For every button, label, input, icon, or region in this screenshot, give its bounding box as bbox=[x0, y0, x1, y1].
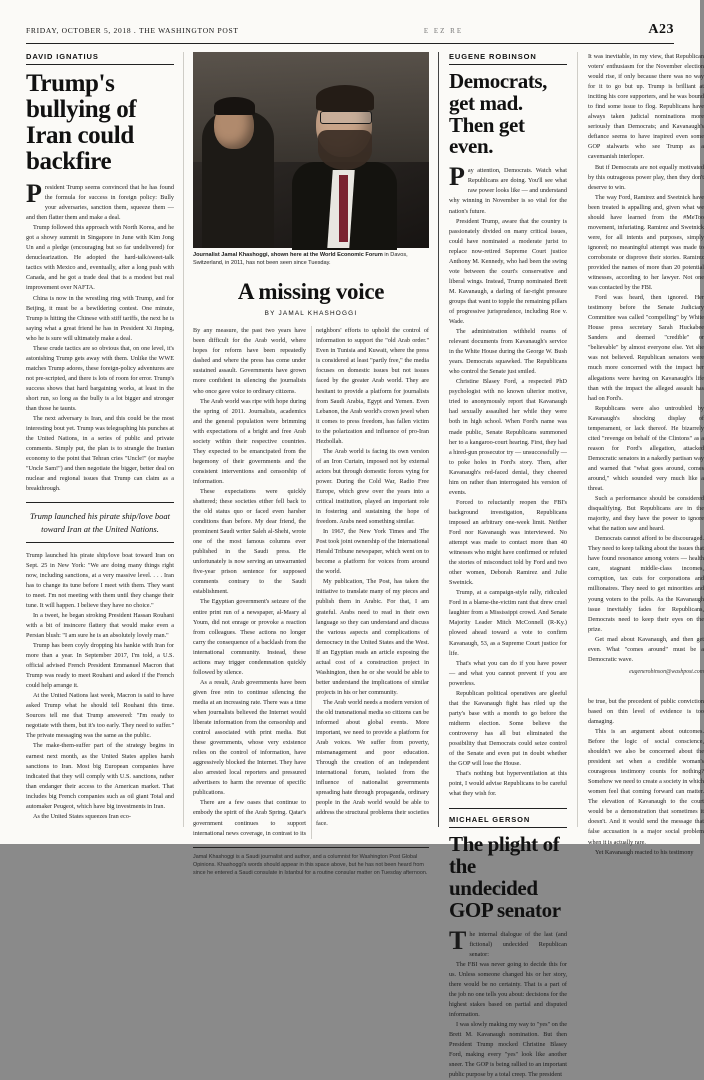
article-body-gerson-3 bbox=[588, 697, 704, 858]
paragraph: My publication, The Post, has taken the initiative to translate many of my pieces and publish them in Arabic. For that, I am grateful. Arabs need to read in their own language so they can understand and discuss the various aspects and complications of democracy in the United States and the West. If an Egyptian reads an article exposing the actual cost of a construction project in Washington, then he or she would be able to better understand the implications of similar projects in his or her community. bbox=[316, 578, 429, 696]
dropcap-p: P bbox=[449, 162, 465, 192]
pullquote-ignatius: Trump launched his pirate ship/love boat toward Iran at the United Nations. bbox=[26, 502, 174, 542]
photo-khashoggi-wrap bbox=[193, 52, 429, 267]
photo-subject-hair bbox=[316, 85, 374, 111]
paragraph: Trump followed this approach with North Korea, and he got a showy summit in Singapore in June with Kim Jong Un and a pledge (encouraging but so far undelivered) for denuclearization. He adopted the hard-talk/sweet-talk tactics with Mexico and, eventually, after a long push with Canada, and he got a trade deal that is a modest but real improvement over NAFTA. bbox=[26, 224, 174, 292]
paragraph: Such a performance should be considered disqualifying. But Republicans are in the majority, and they have the power to ignore what the nation saw and heard. bbox=[588, 495, 704, 533]
paragraph: Christine Blasey Ford, a respected PhD psychologist with no known ulterior motive, tried to anonymously report that Kavanaugh had sexually assaulted her while they were both in high school. When Ford's name was made public, Senate Republicans summoned her to a kangaroo-court hearing. First, they had a hired-gun prosecutor try — unsuccessfully — to poke holes in Ford's story. Then, after Kavanaugh's red-faced denial, they cheered him on rather than interrogated his version of events. bbox=[449, 378, 567, 496]
section-divider bbox=[449, 808, 567, 809]
paragraph: China is now in the wrestling ring with Trump, and for Beijing, it must be a bewildering contest. One minute, Trump is hitting the Chinese with stiff tariffs, the next he is saying what a great friend he has in President Xi Jinping, who he is sure will ultimately make a deal. bbox=[26, 294, 174, 342]
paragraph: That's nothing but hyperventilation at this point, I would advise Republicans to be careful what they wish for. bbox=[449, 770, 567, 798]
paragraph: The Egyptian government's seizure of the entire print run of a newspaper, al-Masry al Youm, did not enrage or provoke a reaction from colleagues. These actions no longer carry the consequence of a backlash from the international community. Instead, these actions may trigger condemnation quickly followed by silence. bbox=[193, 598, 306, 676]
headline-ignatius: Trump's bullying of Iran could backfire bbox=[26, 70, 137, 175]
byline-michael-gerson: MICHAEL GERSON bbox=[449, 815, 567, 828]
dropcap-p: P bbox=[26, 179, 42, 208]
byline-jamal-khashoggi: BY JAMAL KHASHOGGI bbox=[264, 310, 358, 318]
photo-caption bbox=[193, 251, 429, 267]
paragraph: Ford was heard, then ignored. Her testimony before the Senate Judiciary Committee was called "compelling" by White House press secretary Sarah Huckabee Sanders and deemed "credible" or "believable" by almost everyone else. Yet she was not believed. Republican senators were much more concerned with the impact her allegations were having on Kavanaugh's life than with the impact the alleged assault has had on Ford's. bbox=[588, 294, 704, 402]
masthead-date: FRIDAY, OCTOBER 5, 2018 . THE WASHINGTON POST bbox=[26, 26, 239, 35]
photo-subject-tie bbox=[339, 175, 348, 242]
paragraph: But if Democrats are not equally motivated by this outrageous power play, then they don't deserve to win. bbox=[588, 163, 704, 191]
paragraph: In 1967, the New York Times and The Post took joint ownership of the International Herald Tribune newspaper, which went on to become a platform for voices from around the world. bbox=[316, 528, 429, 576]
article-body-robinson-2 bbox=[449, 217, 567, 800]
paragraph: The Arab world is facing its own version of an Iron Curtain, imposed not by external actors but through domestic forces vying for power. During the Cold War, Radio Free Europe, which grew over the years into a critical institution, played an important role in fostering and sustaining the hope of freedom. Arabs need something similar. bbox=[316, 447, 429, 526]
paragraph: As a result, Arab governments have been given free rein to continue silencing the media at an increasing rate. There was a time when journalists believed the Internet would liberate information from the censorship and control associated with print media. But these governments, whose very existence relies on the control of information, have aggressively blocked the Internet. They have also arrested local reporters and pressured advertisers to harm the revenue of specific publications. bbox=[193, 678, 306, 797]
paragraph: The administration withheld reams of relevant documents from Kavanaugh's service in the White House during the George W. Bush years. Democrats squawked. The Republicans who control the Senate just smiled. bbox=[449, 328, 567, 376]
column-right bbox=[439, 52, 704, 1079]
paragraph: There are a few oases that continue to embody the spirit of the Arab Spring. Qatar's government continues to support international news coverage, in contrast to its neighbors' efforts to uphold the control of information to support the "old Arab order." Even in Tunisia and Kuwait, where the press is considered at least "partly free," the media focuses on domestic issues but not issues faced by the greater Arab world. They are hesitant to provide a platform for journalists from Saudi Arabia, Egypt and Yemen. Even Lebanon, the Arab world's crown jewel when it comes to press freedom, has fallen victim to the polarization and influence of pro-Iran Hezbollah. bbox=[193, 327, 429, 837]
article-body-khashoggi bbox=[193, 326, 429, 838]
paragraph: Republican political operatives are gleeful that the Kavanaugh fight has riled up the party's base with a month to go before the midterm election. Some believe the controversy has all but eliminated the possibility that Democrats could seize control of the Senate and even put in doubt whether the GOP will lose the House. bbox=[449, 689, 567, 768]
byline-david-ignatius: DAVID IGNATIUS bbox=[26, 52, 174, 65]
paragraph: he internal dialogue of the last (and fictional) undecided Republican senator: bbox=[469, 930, 567, 958]
paragraph: In a tweet, he began stroking President Hassan Rouhani with a bit of insincere flattery that would make even a Persian blush: "I am sure he is an absolutely lovely man." bbox=[26, 611, 174, 639]
headline-missing-voice: A missing voice bbox=[237, 279, 385, 305]
paragraph: resident Trump seems convinced that he has found the formula for success in foreign policy: Bully your adversaries, sanction them, squeeze them — and then flatter them and make a deal. bbox=[26, 184, 174, 222]
paragraph: I was slowly making my way to "yes" on the Brett M. Kavanaugh nomination. But then President Trump mocked Christine Blasey Ford, making every "yes" look like another sneer. The GOP is being rallied to an important public purpose by a total creep. The president bbox=[449, 1021, 567, 1079]
paragraph: Get mad about Kavanaugh, and then get even. What "comes around" must be a Democratic wave. bbox=[588, 635, 704, 663]
paragraph: President Trump, aware that the country is passionately divided on many critical issues, could have nominated a moderate jurist to replace now-retired Supreme Court justice Anthony M. Kennedy, who had been the swing vote between the court's conservative and liberal wings. Instead, Trump nominated Brett M. Kavanaugh, a darling of far-right pressure groups that want to topple the remaining pillars of progressive jurisprudence, including Roe v. Wade. bbox=[449, 217, 567, 326]
article-body-gerson-1 bbox=[449, 925, 567, 960]
paragraph: The FBI was never going to decide this for us. Unless someone changed his or her story, there would be no certainty. That is a part of the job no one tells you about: decisions for the highest stakes based on partial and disputed information. bbox=[449, 960, 567, 1018]
column-right-2 bbox=[577, 52, 704, 856]
headline-robinson: Democrats, get mad. Then get even. bbox=[449, 69, 548, 159]
paragraph: ay attention, Democrats. Watch what Republicans are doing. You'll see what raw power looks like — and understand why winning in November is so vital for the nation's future. bbox=[449, 167, 567, 215]
paragraph: The Arab world needs a modern version of the old transnational media so citizens can be informed about global events. More important, we need to provide a platform for Arab voices. We suffer from poverty, mismanagement and poor education. Through the creation of an independent international forum, isolated from the influence of nationalist governments spreading hate through propaganda, ordinary people in the Arab world would be able to address the structural problems their societies face. bbox=[316, 698, 430, 827]
paragraph: Trump launched his pirate ship/love boat toward Iran on Sept. 25 in New York: "We are doing many things right now, including sanctions, at a very massive level. . . . Iran has to change its tune before I meet with them. They want to meet. I'm not meeting with them until they change their tune. It will happen. I believe they have no choice." bbox=[26, 551, 174, 609]
masthead bbox=[26, 22, 674, 44]
headline-gerson: The plight of the undecided GOP senator bbox=[449, 832, 561, 922]
paragraph: These expectations were quickly shattered; these societies either fell back to the old status quo or faced even harsher conditions than before. My dear friend, the prominent Saudi writer Saleh al-Shehi, wrote one of the most famous columns ever published in the Saudi press. He unfortunately is now serving an unwarranted five-year prison sentence for supposed comments contrary to the Saudi establishment. bbox=[193, 487, 306, 596]
paragraph: By any measure, the past two years have been difficult for the Arab world, where hopes for reform have been repeatedly dashed and where the press has come under sustained assault. Governments have grown more confident in silencing the journalists who once gave voice to ordinary citizens. bbox=[193, 327, 306, 395]
paragraph: be true, but the precedent of public conviction based on thin level of evidence is too damaging. bbox=[588, 697, 704, 725]
paragraph: Trump, at a campaign-style rally, ridiculed Ford in a blame-the-victim rant that drew cruel laughter from a Mississippi crowd. And Senate Majority Leader Mitch McConnell (R-Ky.) plowed ahead toward a vote to confirm Kavanaugh, 53, as a Supreme Court justice for life. bbox=[449, 589, 567, 657]
paragraph: At the United Nations last week, Macron is said to have asked Trump what he should tell Rouhani this time. Sources tell me that Trump answered: "I'm ready to negotiate with them, but it's too early. They need to suffer." The private messaging was the same as the public. bbox=[26, 692, 174, 740]
photo-second-person-hair bbox=[214, 97, 255, 115]
paragraph: The next adversary is Iran, and this could be the most interesting bout yet. Trump was telegraphing his punches at the United Nations, in a series of public and private comments. Simply put, the plan is to strangle the Iranian economy to the point that Tehran cries "Uncle!" (or maybe "Uncle Sam!") and then negotiate the bigger, better deal on nuclear and regional issues that Trump can claim as a breakthrough. bbox=[26, 415, 174, 493]
article-body-robinson-1 bbox=[449, 162, 567, 216]
page-content bbox=[26, 52, 704, 1079]
paragraph: Democrats cannot afford to be discouraged. They need to keep talking about the issues that have found resonance among voters — health care, stagnant middle-class incomes, corruption, tax cuts for corporations and millionaires. They need to get minorities and young voters to the polls. As the Kavanaugh issue inevitably fades for Republicans, Democrats need to keep their eyes on the prize. bbox=[588, 535, 704, 633]
article-body-robinson-3 bbox=[588, 52, 704, 665]
article-body-gerson-2 bbox=[449, 960, 567, 1080]
paragraph: The way Ford, Ramirez and Swetnick have been treated is appalling and, given what we should have learned from the #MeToo movement, infuriating. Ramirez and Swetnick were, for all intents and purposes, simply ignored; no meaningful attempt was made to corroborate or disprove their stories. Ramirez provided the names of more than 20 potential witnesses, according to her lawyer. Not one was contacted by the FBI. bbox=[588, 193, 704, 292]
paragraph: That's what you can do if you have power — and what you cannot prevent if you are powerless. bbox=[449, 659, 567, 687]
photo-khashoggi bbox=[193, 52, 429, 248]
paragraph: The make-them-suffer part of the strategy begins in earnest next month, as the United States applies harsh sanctions to Iran. Most big European companies have indicated that they will comply with U.S. sanctions, rather than endanger their access to the American market. That includes big French companies such as oil giant Total and automaker Peugeot, which have big investments in Iran. bbox=[26, 742, 174, 810]
article-body-ignatius-3 bbox=[26, 551, 174, 822]
paragraph: This is an argument about outcomes. Before the logic of social conscience, shouldn't we also be concerned about the president set when a credible woman's courageous testimony counts for nothing? Somehow we need to create a society in which women feel that coming forward can matter. The elevation of Kavanaugh to the court would be a demonstration that sometimes it doesn't. And it would send the message that false accusation is a major social problem when it is actually rare. bbox=[588, 728, 704, 846]
paragraph: Republicans were also untroubled by Kavanaugh's shocking display of temperament, or lack thereof. He bizarrely cited "revenge on behalf of the Clintons" as a reason for Ford's allegation, attacked Democratic senators in a nakedly partisan way and warned that "what goes around, comes around," which sounded very much like a threat. bbox=[588, 404, 704, 493]
paragraph: Forced to reluctantly reopen the FBI's background investigation, Republicans imposed an arbitrary one-week limit. Neither Ford nor Kavanaugh was interviewed. No attempt was made to contact more than 40 witnesses who might have confirmed or refuted the stories of misconduct told by Ford and two other women, Deborah Ramirez and Julie Swetnick. bbox=[449, 498, 567, 587]
paragraph: These crude tactics are so obvious that, on one level, it's astonishing Trump gets away with them. Unlike the WWE matches Trump adores, these foreign-policy adventures are not pre-scripted, and there is lots of room for error. Trump's success shows that hard bargaining works, at least in the short run, so long as the bully is a lot bigger and stronger than those he taunts. bbox=[26, 344, 174, 413]
robinson-email: eugenerobinson@washpost.com bbox=[629, 668, 704, 675]
photo-subject-glasses bbox=[320, 111, 372, 124]
page-number: A23 bbox=[648, 22, 674, 37]
photo-caption-rest: in Davos, Switzerland, in 2011, has not been seen since Tuesday. bbox=[193, 252, 408, 267]
dropcap-t: T bbox=[449, 925, 467, 955]
byline-eugene-robinson: EUGENE ROBINSON bbox=[449, 52, 567, 65]
khashoggi-editor-note: Jamal Khashoggi is a Saudi journalist and author, and a columnist for Washington Post Global Opinions. Khashoggi's words should appear in this space above, but he has not been heard from since he entered a Saudi consulate in Istanbul for a routine consular matter on Tuesday afternoon. bbox=[193, 847, 429, 877]
paragraph: Trump has been coyly dropping his hankie with Iran for more than a year. In September 2017, I'm told, a U.S. official advised French President Emmanuel Macron that Trump was ready to meet Rouhani and asked if the French could help arrange it. bbox=[26, 642, 174, 690]
column-right-1 bbox=[449, 52, 567, 1079]
paragraph: As the United States squeezes Iran eco- bbox=[33, 812, 131, 820]
paragraph: It was inevitable, in my view, that Republican voters' enthusiasm for the November election would rise, if only because there was no way for it to go but up. Trump is brilliant at inciting his core supporters, and he was bound to find some issue to flog. Republicans have always taken judicial nominations more seriously than Democrats; and Kavanaugh's defiance seems to have inspired even some GOP stalwarts who see Trump as a cavemanish interloper. bbox=[588, 53, 704, 161]
article-body-ignatius-2 bbox=[26, 223, 174, 494]
article-body-ignatius-1 bbox=[26, 179, 174, 223]
column-left bbox=[26, 52, 183, 827]
photo-caption-lead: Journalist Jamal Khashoggi, shown here at the World Economic Forum bbox=[193, 252, 383, 258]
masthead-edition: E EZ RE bbox=[423, 27, 464, 35]
paragraph: The Arab world was ripe with hope during the spring of 2011. Journalists, academics and the general population were brimming with expectations of a bright and free Arab society within their respective countries. They expected to be emancipated from the hegemony of their governments and the consistent interventions and censorship of information. bbox=[193, 397, 306, 485]
paragraph: Yet Kavanaugh reacted to his testimony bbox=[595, 848, 694, 856]
column-middle bbox=[183, 52, 439, 876]
